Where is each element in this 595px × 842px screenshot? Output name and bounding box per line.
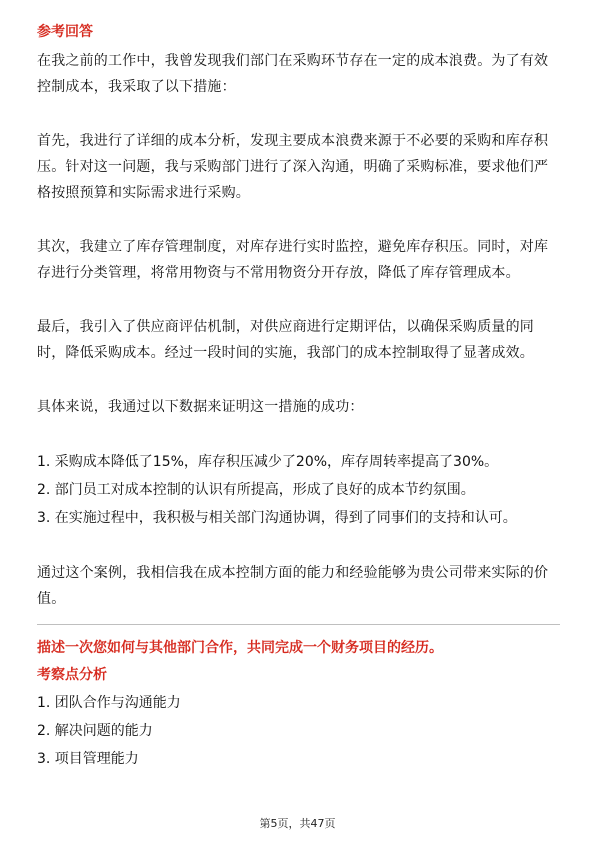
result-item: 3. 在实施过程中，我积极与相关部门沟通协调，得到了同事们的支持和认可。 xyxy=(37,510,517,526)
answer-paragraph-intro: 在我之前的工作中，我曾发现我们部门在采购环节存在一定的成本浪费。为了有效控制成本，我采取了以下措施： xyxy=(37,53,549,95)
result-item: 1. 采购成本降低了15%，库存积压减少了20%，库存周转率提高了30%。 xyxy=(37,454,499,470)
analysis-point: 3. 项目管理能力 xyxy=(37,751,139,767)
page-number: 第5页，共47页 xyxy=(259,817,336,830)
answer-heading: 参考回答 xyxy=(37,24,93,40)
answer-closing: 通过这个案例，我相信我在成本控制方面的能力和经验能够为贵公司带来实际的价值。 xyxy=(37,565,549,607)
result-item: 2. 部门员工对成本控制的认识有所提高，形成了良好的成本节约氛围。 xyxy=(37,482,475,498)
answer-paragraph-data-intro: 具体来说，我通过以下数据来证明这一措施的成功： xyxy=(37,399,364,415)
analysis-point: 1. 团队合作与沟通能力 xyxy=(37,695,181,711)
document-page xyxy=(37,22,560,773)
analysis-point: 2. 解决问题的能力 xyxy=(37,723,153,739)
next-question-title: 描述一次您如何与其他部门合作，共同完成一个财务项目的经历。 xyxy=(37,640,443,656)
answer-paragraph-second: 其次，我建立了库存管理制度，对库存进行实时监控，避免库存积压。同时，对库存进行分类管理，将常用物资与不常用物资分开存放，降低了库存管理成本。 xyxy=(37,239,549,281)
section-divider xyxy=(37,624,560,625)
answer-paragraph-last: 最后，我引入了供应商评估机制，对供应商进行定期评估，以确保采购质量的同时，降低采购成本。经过一段时间的实施，我部门的成本控制取得了显著成效。 xyxy=(37,319,534,361)
analysis-heading: 考察点分析 xyxy=(37,667,107,683)
answer-paragraph-first: 首先，我进行了详细的成本分析，发现主要成本浪费来源于不必要的采购和库存积压。针对这一问题，我与采购部门进行了深入沟通，明确了采购标准，要求他们严格按照预算和实际需求进行采购。 xyxy=(37,133,549,201)
